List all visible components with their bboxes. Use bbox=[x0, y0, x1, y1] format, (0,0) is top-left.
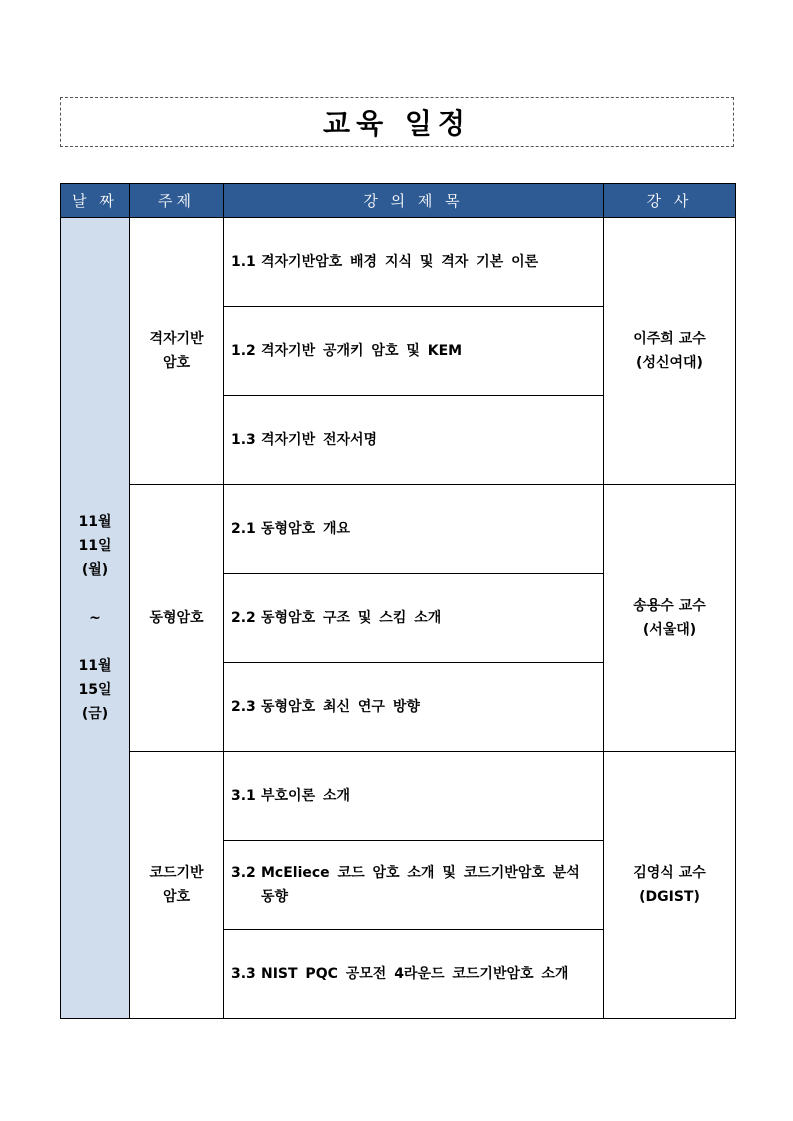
title-box bbox=[60, 97, 734, 147]
page-title: 교육 일정 bbox=[323, 107, 471, 140]
lecture-title: 격자기반암호 배경 지식 및 격자 기본 이론 bbox=[261, 254, 539, 270]
date-end-day: 15일 bbox=[78, 682, 112, 698]
lecture-title: 부호이론 소개 bbox=[261, 788, 351, 804]
lecture-title: 동형암호 최신 연구 방향 bbox=[261, 699, 420, 715]
date-end-weekday: (금) bbox=[81, 706, 109, 722]
lecture-cell bbox=[224, 752, 604, 841]
instructor-cell bbox=[604, 485, 736, 752]
instructor-cell bbox=[604, 752, 736, 1019]
instructor-affiliation: (성신여대) bbox=[636, 355, 703, 371]
header-lecture: 강 의 제 목 bbox=[224, 184, 604, 218]
topic-cell bbox=[130, 752, 224, 1019]
lecture-title: 동형암호 개요 bbox=[261, 521, 351, 537]
date-start-weekday: (월) bbox=[81, 562, 109, 578]
instructor-name: 이주희 교수 bbox=[633, 331, 706, 347]
date-start-day: 11일 bbox=[78, 538, 112, 554]
lecture-number: 3.1 bbox=[231, 788, 256, 804]
lecture-cell bbox=[224, 307, 604, 396]
header-instructor: 강 사 bbox=[604, 184, 736, 218]
instructor-name: 김영식 교수 bbox=[633, 865, 706, 881]
lecture-title: NIST PQC 공모전 4라운드 코드기반암호 소개 bbox=[261, 966, 569, 982]
lecture-cell bbox=[224, 574, 604, 663]
header-date: 날 짜 bbox=[61, 184, 130, 218]
topic-line: 격자기반 bbox=[149, 331, 204, 347]
lecture-cell bbox=[224, 663, 604, 752]
lecture-number: 1.3 bbox=[231, 432, 256, 448]
instructor-affiliation: (서울대) bbox=[642, 622, 697, 638]
lecture-cell bbox=[224, 218, 604, 307]
table-row bbox=[61, 485, 736, 574]
topic-cell bbox=[130, 485, 224, 752]
lecture-cell bbox=[224, 485, 604, 574]
lecture-cell bbox=[224, 930, 604, 1019]
instructor-name: 송용수 교수 bbox=[633, 598, 706, 614]
lecture-number: 3.2 bbox=[231, 865, 256, 881]
table-row bbox=[61, 752, 736, 841]
lecture-title: 격자기반 전자서명 bbox=[261, 432, 378, 448]
header-row bbox=[61, 184, 736, 218]
lecture-cell bbox=[224, 841, 604, 930]
instructor-affiliation: (DGIST) bbox=[639, 889, 700, 905]
schedule-table bbox=[60, 183, 736, 1019]
lecture-number: 2.3 bbox=[231, 699, 256, 715]
topic-line: 암호 bbox=[162, 889, 191, 905]
table-row bbox=[61, 218, 736, 307]
lecture-title: 격자기반 공개키 암호 및 KEM bbox=[261, 343, 463, 359]
date-start-month: 11월 bbox=[78, 514, 112, 530]
lecture-number: 1.2 bbox=[231, 343, 256, 359]
lecture-number: 3.3 bbox=[231, 966, 256, 982]
instructor-cell bbox=[604, 218, 736, 485]
topic-line: 암호 bbox=[162, 355, 191, 371]
date-cell bbox=[61, 218, 130, 1019]
topic-cell bbox=[130, 218, 224, 485]
lecture-number: 1.1 bbox=[231, 254, 256, 270]
topic-line: 동형암호 bbox=[149, 610, 204, 626]
date-end-month: 11월 bbox=[78, 658, 112, 674]
date-separator: ~ bbox=[89, 610, 101, 626]
lecture-number: 2.1 bbox=[231, 521, 256, 537]
lecture-title: 동형암호 구조 및 스킴 소개 bbox=[261, 610, 442, 626]
topic-line: 코드기반 bbox=[149, 865, 204, 881]
header-topic: 주제 bbox=[130, 184, 224, 218]
lecture-cell bbox=[224, 396, 604, 485]
lecture-number: 2.2 bbox=[231, 610, 256, 626]
lecture-title: McEliece 코드 암호 소개 및 코드기반암호 분석 동향 bbox=[261, 865, 580, 905]
